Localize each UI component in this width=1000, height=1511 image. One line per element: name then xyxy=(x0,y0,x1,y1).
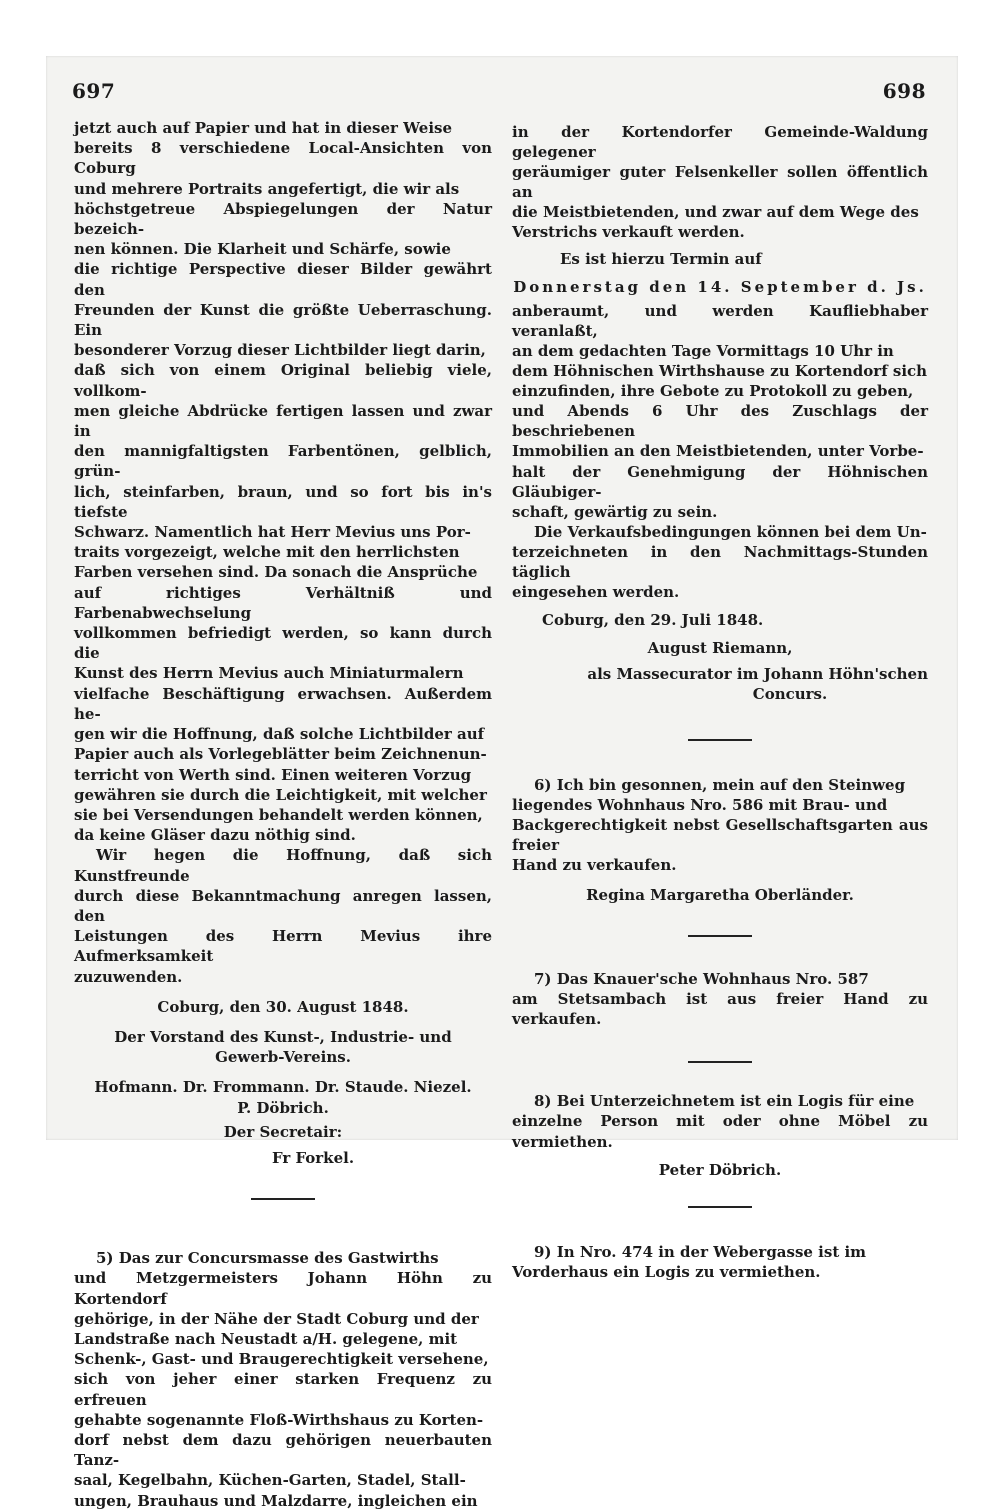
text-line: besonderer Vorzug dieser Lichtbilder liegt darin, xyxy=(74,341,486,360)
text-line: eingesehen werden. xyxy=(512,583,680,602)
text-line: saal, Kegelbahn, Küchen-Garten, Stadel, Stall- xyxy=(74,1471,466,1490)
text-line: schaft, gewärtig zu sein. xyxy=(512,502,718,521)
paragraph-7 xyxy=(512,969,928,1029)
separator-rule xyxy=(512,1061,928,1063)
text-line: Papier auch als Vorlegeblätter beim Zeichnenun- xyxy=(74,745,487,764)
text-line: am Stetsambach ist aus freier Hand zu verkaufen. xyxy=(512,990,928,1029)
text-line: Gewerb-Vereins. xyxy=(215,1048,351,1067)
text-line: Die Verkaufsbedingungen können bei dem Un- xyxy=(534,522,927,541)
text-line: bereits 8 verschiedene Local-Ansichten von Coburg xyxy=(74,139,492,178)
text-line: 6) Ich bin gesonnen, mein auf den Steinweg xyxy=(534,775,906,794)
separator-rule xyxy=(512,739,928,741)
text-line: als Massecurator im Johann Höhn'schen xyxy=(587,665,928,684)
board-signature xyxy=(74,1027,492,1067)
text-line: gehabte sogenannte Floß-Wirthshaus zu Korten- xyxy=(74,1410,484,1429)
text-line: ungen, Brauhaus und Malzdarre, ingleichen ein xyxy=(74,1491,478,1510)
paragraph-8 xyxy=(512,1091,928,1151)
dateline: Coburg, den 30. August 1848. xyxy=(157,997,409,1016)
text-line: gewähren sie durch die Leichtigkeit, mit welcher xyxy=(74,785,487,804)
text-line: Landstraße nach Neustadt a/H. gelegene, mit xyxy=(74,1329,458,1348)
text-line: 9) In Nro. 474 in der Webergasse ist im xyxy=(534,1242,867,1261)
text-line: Verstrichs verkauft werden. xyxy=(512,223,745,242)
text-line: jetzt auch auf Papier und hat in dieser Weise xyxy=(74,119,453,137)
text-line: Farben versehen sind. Da sonach die Ansprüche xyxy=(74,563,478,582)
paragraph-hope xyxy=(74,845,492,986)
right-column xyxy=(512,122,928,1282)
text-line: da keine Gläser dazu nöthig sind. xyxy=(74,826,356,845)
text-line: 5) Das zur Concursmasse des Gastwirths xyxy=(96,1249,439,1268)
text-line: sich von jeher einer starken Frequenz zu erfreuen xyxy=(74,1370,492,1409)
text-line: terzeichneten in den Nachmittags-Stunden täglich xyxy=(512,542,928,581)
text-line: gehörige, in der Nähe der Stadt Coburg und der xyxy=(74,1309,479,1328)
text-line: Schwarz. Namentlich hat Herr Mevius uns Por- xyxy=(74,523,471,542)
text-line: in der Kortendorfer Gemeinde-Waldung gelegener xyxy=(512,123,928,162)
page-number-right: 698 xyxy=(882,79,926,103)
text-line: höchstgetreue Abspiegelungen der Natur bezeich- xyxy=(74,199,492,239)
text-line: den mannigfaltigsten Farbentönen, gelblich, grün- xyxy=(74,442,492,481)
text-line: Wir hegen die Hoffnung, daß sich Kunstfreunde xyxy=(74,846,492,885)
text-line: und Abends 6 Uhr des Zuschlags der beschriebenen xyxy=(512,402,928,441)
paragraph-continuation xyxy=(512,122,928,243)
text-line: P. Döbrich. xyxy=(237,1098,329,1117)
text-line: Vorderhaus ein Logis zu vermiethen. xyxy=(512,1262,821,1281)
separator-rule xyxy=(512,935,928,937)
text-line: traits vorgezeigt, welche mit den herrlichsten xyxy=(74,543,460,562)
separator-rule xyxy=(74,1198,492,1200)
paragraph-termin xyxy=(512,301,928,522)
signature: Regina Margaretha Oberländer. xyxy=(586,886,854,904)
text-line: terricht von Werth sind. Einen weiteren Vorzug xyxy=(74,765,472,784)
text-line: Immobilien an den Meistbietenden, unter Vorbe- xyxy=(512,442,924,461)
text-line: Backgerechtigkeit nebst Gesellschaftsgarten aus freier xyxy=(512,815,928,854)
text-line: geräumiger guter Felsenkeller sollen öffentlich an xyxy=(512,163,928,202)
text-line: Hand zu verkaufen. xyxy=(512,855,677,874)
text-line: Leistungen des Herrn Mevius ihre Aufmerksamkeit xyxy=(74,927,492,966)
text-line: Kunst des Herrn Mevius auch Miniaturmalern xyxy=(74,664,464,683)
text-line: daß sich von einem Original beliebig viele, vollkom- xyxy=(74,361,492,400)
text-line: anberaumt, und werden Kaufliebhaber veranlaßt, xyxy=(512,301,928,340)
text-line: lich, steinfarben, braun, und so fort bis in's tiefste xyxy=(74,482,492,521)
signer-role xyxy=(512,664,928,704)
text-line: einzelne Person mit oder ohne Möbel zu vermiethen. xyxy=(512,1112,928,1151)
page-number-left: 697 xyxy=(72,79,116,103)
secretary-title: Der Secretair: xyxy=(223,1122,343,1141)
text-line: einzufinden, ihre Gebote zu Protokoll zu geben, xyxy=(512,382,914,401)
text-line: vollkommen befriedigt werden, so kann durch die xyxy=(74,624,492,663)
signer: August Riemann, xyxy=(647,639,793,658)
text-line: Freunden der Kunst die größte Ueberraschung. Ein xyxy=(74,300,492,340)
text-line: nen können. Die Klarheit und Schärfe, sowie xyxy=(74,240,451,259)
text-line: halt der Genehmigung der Höhnischen Gläubiger- xyxy=(512,462,928,501)
signature: Peter Döbrich. xyxy=(658,1160,782,1179)
text-line: Der Vorstand des Kunst-, Industrie- und xyxy=(114,1027,452,1046)
text-line: Concurs. xyxy=(752,685,828,704)
text-line: dem Höhnischen Wirthshause zu Kortendorf sich xyxy=(512,362,928,381)
members-signature xyxy=(74,1077,492,1117)
text-line: gen wir die Hoffnung, daß solche Lichtbilder auf xyxy=(74,725,485,744)
termin-date: Donnerstag den 14. September d. Js. xyxy=(513,277,927,296)
paragraph-5 xyxy=(74,1248,492,1511)
left-column xyxy=(74,118,492,1511)
separator-rule xyxy=(512,1206,928,1208)
secretary-name: Fr Forkel. xyxy=(271,1148,355,1167)
text-line: die Meistbietenden, und zwar auf dem Wege des xyxy=(512,203,919,222)
text-line: vielfache Beschäftigung erwachsen. Außerdem he- xyxy=(74,684,492,723)
text-line: Schenk-, Gast- und Braugerechtigkeit versehene, xyxy=(74,1350,489,1369)
text-line: 8) Bei Unterzeichnetem ist ein Logis für eine xyxy=(534,1092,915,1111)
paragraph-photography xyxy=(74,118,492,845)
text-line: 7) Das Knauer'sche Wohnhaus Nro. 587 xyxy=(534,970,869,989)
text-line: und Metzgermeisters Johann Höhn zu Kortendorf xyxy=(74,1269,492,1308)
text-line: an dem gedachten Tage Vormittags 10 Uhr in xyxy=(512,341,894,360)
termin-intro: Es ist hierzu Termin auf xyxy=(560,249,762,268)
text-line: durch diese Bekanntmachung anregen lassen, den xyxy=(74,886,492,925)
dateline: Coburg, den 29. Juli 1848. xyxy=(542,611,764,630)
text-line: liegendes Wohnhaus Nro. 586 mit Brau- und xyxy=(512,795,888,814)
paragraph-9 xyxy=(512,1242,928,1282)
text-line: und mehrere Portraits angefertigt, die wir als xyxy=(74,179,460,198)
text-line: Hofmann. Dr. Frommann. Dr. Staude. Niezel. xyxy=(94,1078,472,1097)
text-line: die richtige Perspective dieser Bilder gewährt den xyxy=(74,260,492,299)
paragraph-6 xyxy=(512,775,928,875)
paragraph-conditions xyxy=(512,522,928,602)
text-line: men gleiche Abdrücke fertigen lassen und zwar in xyxy=(74,401,492,441)
text-line: auf richtiges Verhältniß und Farbenabwechselung xyxy=(74,583,492,622)
text-line: zuzuwenden. xyxy=(74,967,183,986)
text-line: sie bei Versendungen behandelt werden können, xyxy=(74,805,483,824)
text-line: dorf nebst dem dazu gehörigen neuerbauten Tanz- xyxy=(74,1430,492,1470)
